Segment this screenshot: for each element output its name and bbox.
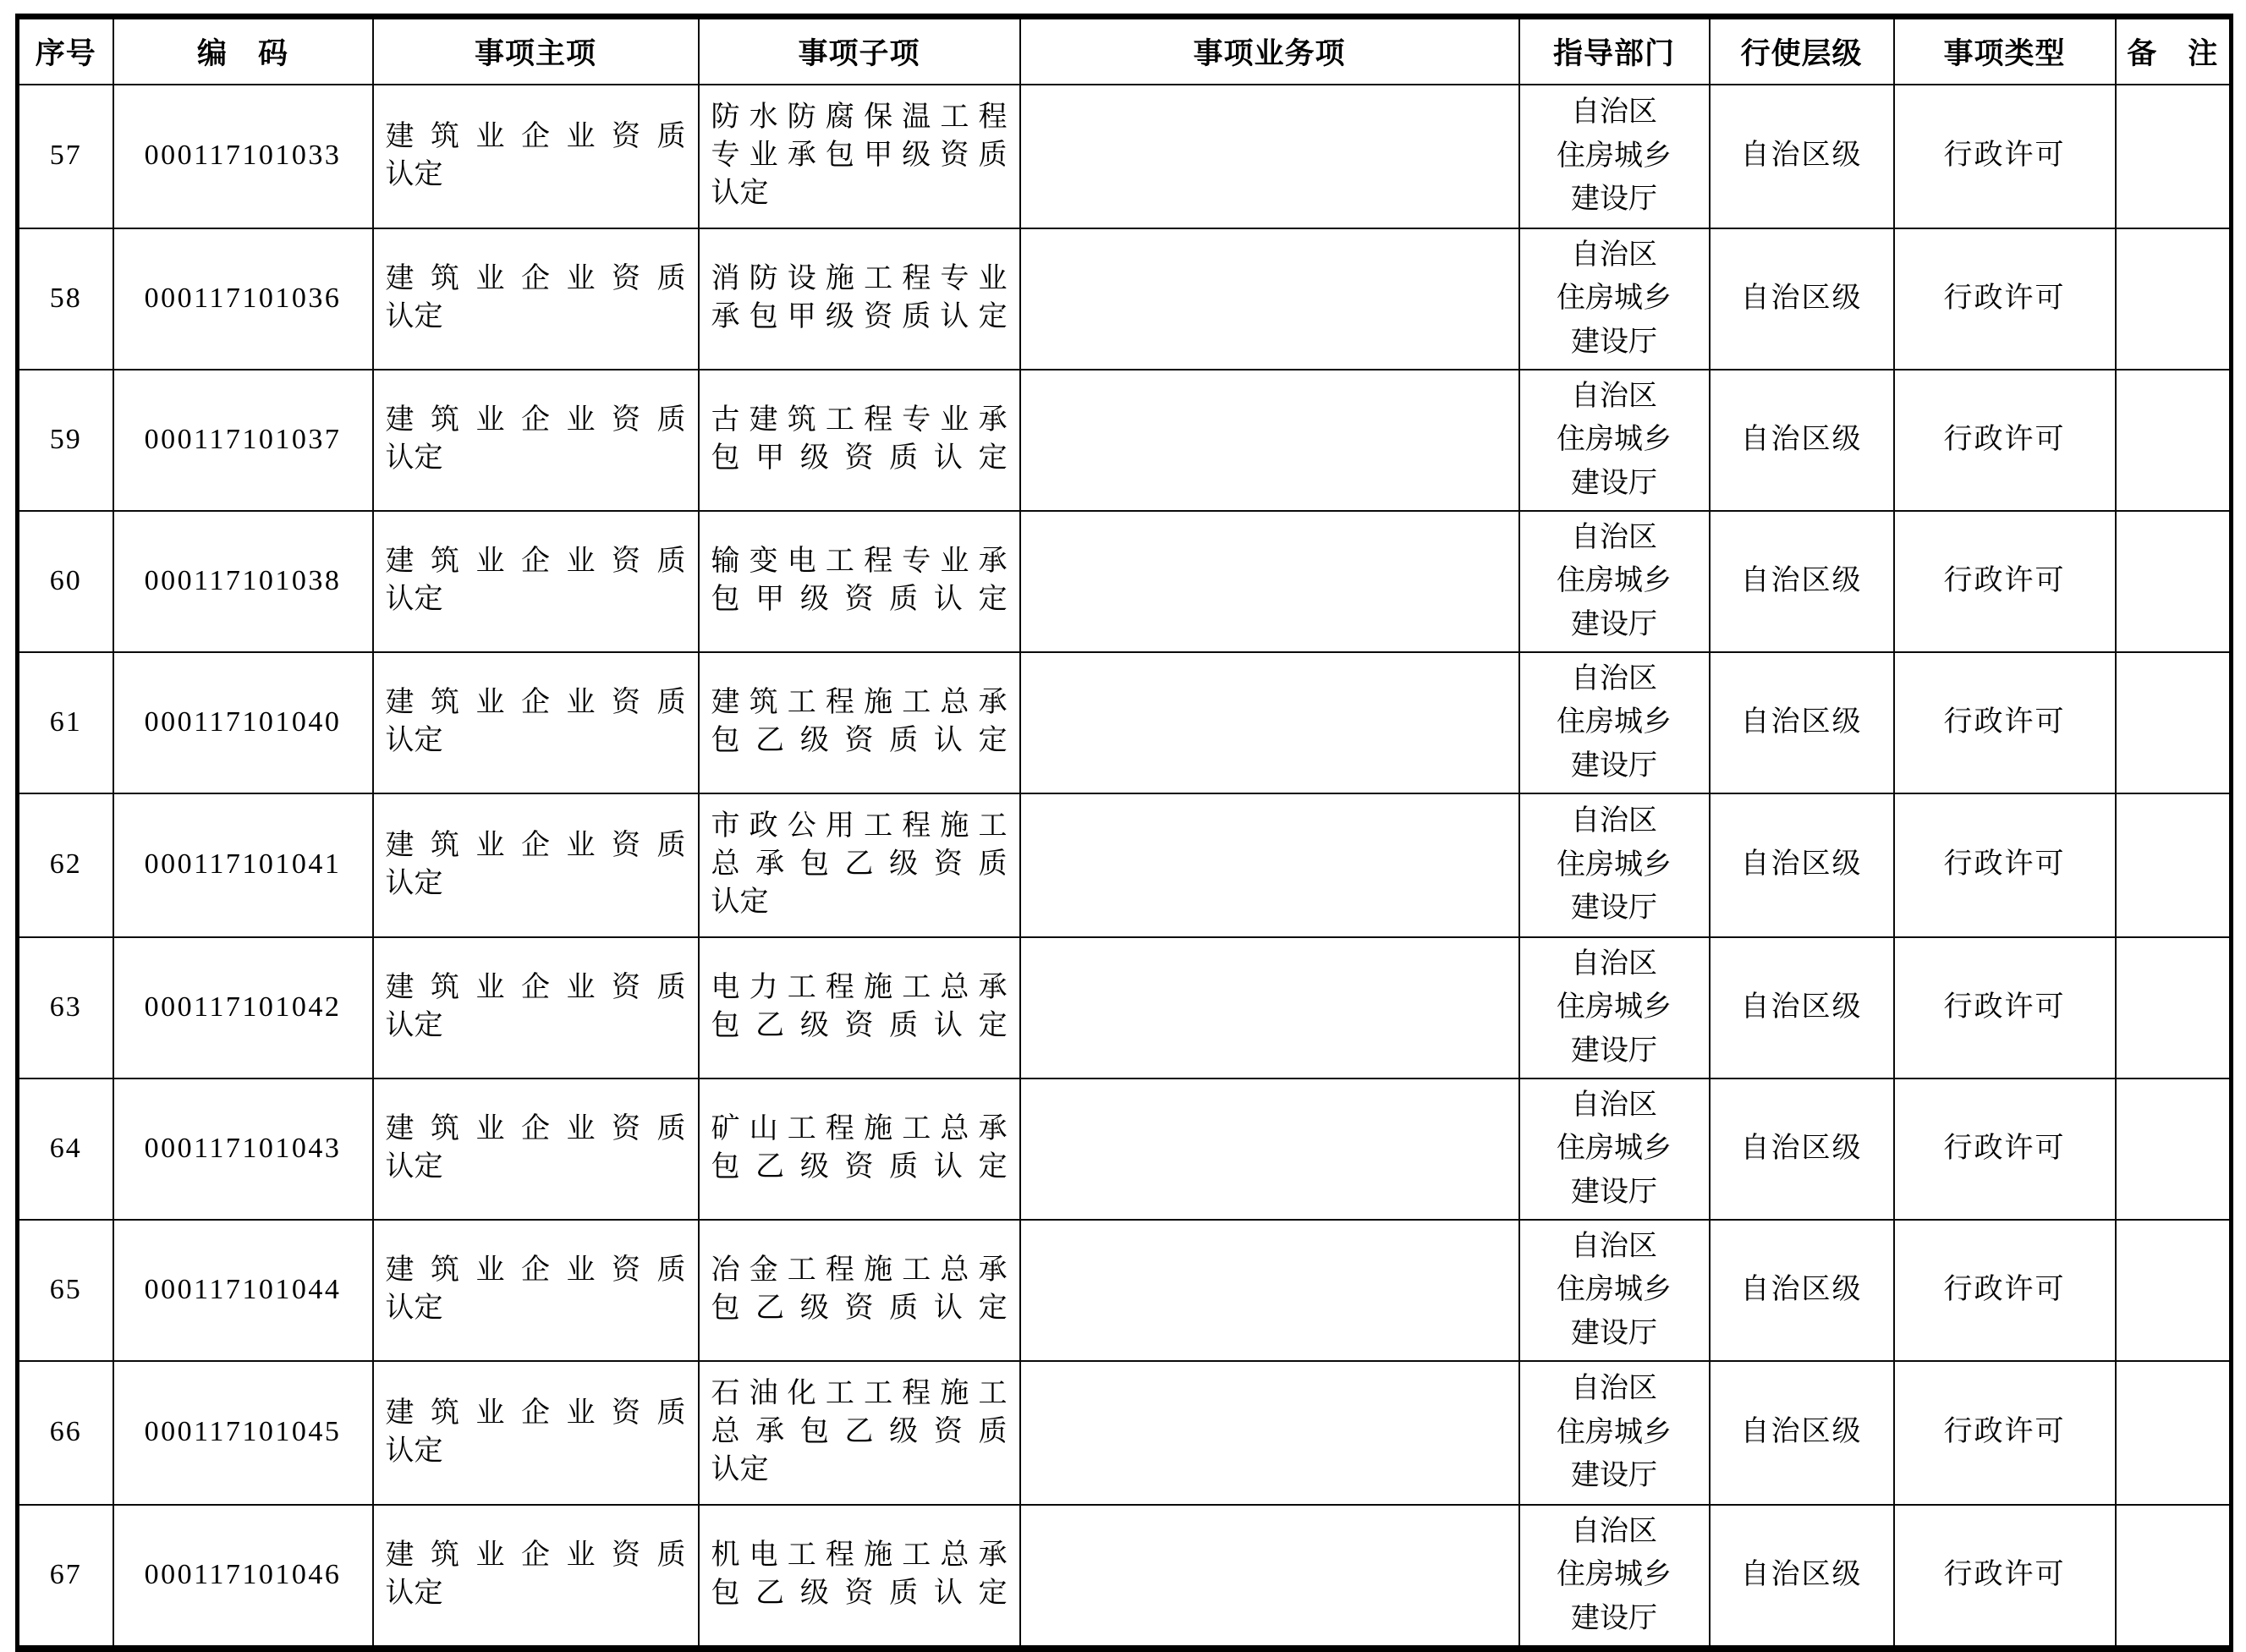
cell-business-item <box>1020 652 1519 793</box>
cell-department: 自治区 住房城乡 建设厅 <box>1519 1505 1710 1649</box>
cell-main-item: 建筑业企业资质 认定 <box>373 937 699 1078</box>
cell-type: 行政许可 <box>1894 652 2116 793</box>
table-row <box>18 793 2232 937</box>
items-table <box>15 14 2233 1652</box>
cell-business-item <box>1020 1078 1519 1220</box>
col-header-code: 编 码 <box>113 17 373 85</box>
cell-remarks <box>2116 511 2232 652</box>
cell-main-item: 建筑业企业资质 认定 <box>373 85 699 228</box>
cell-main-item: 建筑业企业资质 认定 <box>373 1220 699 1361</box>
cell-business-item <box>1020 1220 1519 1361</box>
cell-index: 62 <box>18 793 113 937</box>
header-row <box>18 17 2232 85</box>
table-row <box>18 1220 2232 1361</box>
col-header-remarks: 备 注 <box>2116 17 2232 85</box>
cell-type: 行政许可 <box>1894 1505 2116 1649</box>
cell-business-item <box>1020 511 1519 652</box>
cell-department: 自治区 住房城乡 建设厅 <box>1519 1361 1710 1505</box>
cell-sub-item: 防水防腐保温工程 专业承包甲级资质 认定 <box>699 85 1020 228</box>
cell-index: 67 <box>18 1505 113 1649</box>
cell-code: 000117101042 <box>113 937 373 1078</box>
cell-remarks <box>2116 228 2232 370</box>
cell-code: 000117101045 <box>113 1361 373 1505</box>
table-row <box>18 228 2232 370</box>
cell-remarks <box>2116 1361 2232 1505</box>
cell-main-item: 建筑业企业资质 认定 <box>373 370 699 511</box>
cell-main-item: 建筑业企业资质 认定 <box>373 652 699 793</box>
cell-level: 自治区级 <box>1710 228 1894 370</box>
cell-level: 自治区级 <box>1710 370 1894 511</box>
cell-code: 000117101040 <box>113 652 373 793</box>
cell-sub-item: 输变电工程专业承 包甲级资质认定 <box>699 511 1020 652</box>
cell-level: 自治区级 <box>1710 1078 1894 1220</box>
cell-sub-item: 矿山工程施工总承 包乙级资质认定 <box>699 1078 1020 1220</box>
cell-index: 59 <box>18 370 113 511</box>
table-row <box>18 652 2232 793</box>
cell-type: 行政许可 <box>1894 1220 2116 1361</box>
cell-type: 行政许可 <box>1894 511 2116 652</box>
cell-main-item: 建筑业企业资质 认定 <box>373 1505 699 1649</box>
cell-code: 000117101036 <box>113 228 373 370</box>
cell-type: 行政许可 <box>1894 1078 2116 1220</box>
cell-main-item: 建筑业企业资质 认定 <box>373 1078 699 1220</box>
cell-business-item <box>1020 937 1519 1078</box>
cell-index: 60 <box>18 511 113 652</box>
cell-type: 行政许可 <box>1894 85 2116 228</box>
table-row <box>18 85 2232 228</box>
cell-department: 自治区 住房城乡 建设厅 <box>1519 937 1710 1078</box>
cell-business-item <box>1020 85 1519 228</box>
col-header-type: 事项类型 <box>1894 17 2116 85</box>
cell-level: 自治区级 <box>1710 85 1894 228</box>
cell-type: 行政许可 <box>1894 793 2116 937</box>
col-header-department: 指导部门 <box>1519 17 1710 85</box>
cell-index: 61 <box>18 652 113 793</box>
col-header-business-item: 事项业务项 <box>1020 17 1519 85</box>
cell-sub-item: 古建筑工程专业承 包甲级资质认定 <box>699 370 1020 511</box>
cell-level: 自治区级 <box>1710 1361 1894 1505</box>
cell-business-item <box>1020 1505 1519 1649</box>
cell-level: 自治区级 <box>1710 793 1894 937</box>
cell-type: 行政许可 <box>1894 370 2116 511</box>
cell-remarks <box>2116 652 2232 793</box>
cell-sub-item: 市政公用工程施工 总承包乙级资质 认定 <box>699 793 1020 937</box>
cell-code: 000117101037 <box>113 370 373 511</box>
cell-remarks <box>2116 85 2232 228</box>
cell-code: 000117101033 <box>113 85 373 228</box>
table-row <box>18 1361 2232 1505</box>
table-row <box>18 370 2232 511</box>
cell-business-item <box>1020 793 1519 937</box>
cell-sub-item: 消防设施工程专业 承包甲级资质认定 <box>699 228 1020 370</box>
cell-main-item: 建筑业企业资质 认定 <box>373 511 699 652</box>
cell-level: 自治区级 <box>1710 511 1894 652</box>
cell-level: 自治区级 <box>1710 937 1894 1078</box>
cell-sub-item: 机电工程施工总承 包乙级资质认定 <box>699 1505 1020 1649</box>
cell-department: 自治区 住房城乡 建设厅 <box>1519 652 1710 793</box>
cell-sub-item: 建筑工程施工总承 包乙级资质认定 <box>699 652 1020 793</box>
cell-level: 自治区级 <box>1710 652 1894 793</box>
cell-department: 自治区 住房城乡 建设厅 <box>1519 228 1710 370</box>
cell-department: 自治区 住房城乡 建设厅 <box>1519 511 1710 652</box>
col-header-sub-item: 事项子项 <box>699 17 1020 85</box>
cell-remarks <box>2116 1505 2232 1649</box>
cell-business-item <box>1020 370 1519 511</box>
cell-level: 自治区级 <box>1710 1505 1894 1649</box>
cell-code: 000117101038 <box>113 511 373 652</box>
cell-index: 66 <box>18 1361 113 1505</box>
cell-type: 行政许可 <box>1894 1361 2116 1505</box>
cell-main-item: 建筑业企业资质 认定 <box>373 228 699 370</box>
table-row <box>18 511 2232 652</box>
table-row <box>18 1078 2232 1220</box>
col-header-level: 行使层级 <box>1710 17 1894 85</box>
cell-department: 自治区 住房城乡 建设厅 <box>1519 1078 1710 1220</box>
cell-department: 自治区 住房城乡 建设厅 <box>1519 370 1710 511</box>
col-header-main-item: 事项主项 <box>373 17 699 85</box>
table-body <box>18 85 2232 1649</box>
cell-main-item: 建筑业企业资质 认定 <box>373 793 699 937</box>
cell-main-item: 建筑业企业资质 认定 <box>373 1361 699 1505</box>
cell-level: 自治区级 <box>1710 1220 1894 1361</box>
cell-remarks <box>2116 937 2232 1078</box>
cell-code: 000117101041 <box>113 793 373 937</box>
cell-business-item <box>1020 1361 1519 1505</box>
cell-department: 自治区 住房城乡 建设厅 <box>1519 1220 1710 1361</box>
cell-remarks <box>2116 1078 2232 1220</box>
cell-department: 自治区 住房城乡 建设厅 <box>1519 85 1710 228</box>
cell-sub-item: 冶金工程施工总承 包乙级资质认定 <box>699 1220 1020 1361</box>
cell-remarks <box>2116 1220 2232 1361</box>
cell-sub-item: 石油化工工程施工 总承包乙级资质 认定 <box>699 1361 1020 1505</box>
col-header-index: 序号 <box>18 17 113 85</box>
cell-code: 000117101044 <box>113 1220 373 1361</box>
cell-index: 65 <box>18 1220 113 1361</box>
cell-code: 000117101046 <box>113 1505 373 1649</box>
cell-sub-item: 电力工程施工总承 包乙级资质认定 <box>699 937 1020 1078</box>
table-row <box>18 937 2232 1078</box>
cell-code: 000117101043 <box>113 1078 373 1220</box>
cell-remarks <box>2116 370 2232 511</box>
cell-index: 57 <box>18 85 113 228</box>
cell-remarks <box>2116 793 2232 937</box>
cell-type: 行政许可 <box>1894 228 2116 370</box>
cell-business-item <box>1020 228 1519 370</box>
cell-department: 自治区 住房城乡 建设厅 <box>1519 793 1710 937</box>
table-row <box>18 1505 2232 1649</box>
cell-index: 58 <box>18 228 113 370</box>
cell-index: 64 <box>18 1078 113 1220</box>
cell-index: 63 <box>18 937 113 1078</box>
cell-type: 行政许可 <box>1894 937 2116 1078</box>
